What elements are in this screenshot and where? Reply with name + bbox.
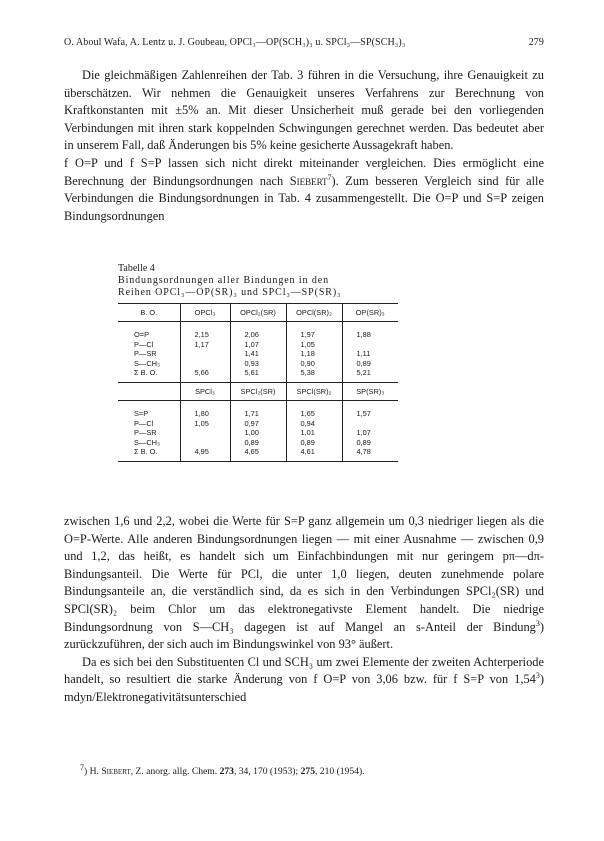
paragraph-discussion-text: zwischen 1,6 und 2,2, wobei die Werte für S=P ganz allgemein um 0,3 niedriger liegen als die O=P-Werte. Alle anderen Bindungsordnungen liegen — mit einer Ausnahme — zwischen 0,9 und 1,2, das heißt, es handelt sich um Einfachbindungen mit nur geringem pπ—dπ-Bindungsanteil. Die Werte für PCl, die unter 1,0 liegen, deuten zunehmende polare Bindungsanteile an, die verständlich sind, da es sich in den Verbindungen SPCl₂(SR) und SPCl(SR)₂ beim Chlor um das elektronegativste Element handelt. Die niedrige Bindungsordnung von S—CH₃ dagegen ist auf Mangel an s-Anteil der Bindung <box>64 514 544 634</box>
table-cell: 0,89 <box>342 359 398 369</box>
table-cell: 4,78 <box>342 447 398 457</box>
table-row <box>118 409 398 419</box>
paragraph-bond-orders-intro <box>64 155 544 225</box>
table-cell: 0,89 <box>342 438 398 448</box>
table-cell <box>180 428 230 438</box>
table-cell: 0,89 <box>230 438 286 448</box>
table-cell: 1,07 <box>342 428 398 438</box>
paragraph-substituents <box>64 654 544 707</box>
table-label: Tabelle 4 <box>118 263 155 274</box>
table-4 <box>118 263 398 462</box>
table-cell: 4,61 <box>286 447 342 457</box>
text-block-top <box>64 67 544 225</box>
table-cell: 1,07 <box>230 340 286 350</box>
table-cell: O=P <box>134 330 149 339</box>
table-header-cell: OP(SR)₃ <box>342 304 398 322</box>
footnote-text-a: , Z. anorg. allg. Chem. <box>130 766 218 777</box>
table-cell <box>180 359 230 369</box>
table-header-cell: SPCl(SR)₂ <box>286 382 342 400</box>
table-header-cell <box>118 382 180 400</box>
table-row <box>118 447 398 457</box>
table-cell <box>342 419 398 429</box>
table-cell: P—Cl <box>134 418 154 428</box>
table-header-cell: OPCl₂(SR) <box>230 304 286 322</box>
table-spacer <box>118 400 398 409</box>
table-cell: 0,89 <box>286 438 342 448</box>
table-spacer <box>118 322 398 331</box>
table-cell: 1,97 <box>286 330 342 340</box>
running-header-authors: O. Aboul Wafa, A. Lentz u. J. Goubeau, OPCl₃—OP(SCH₃)₃ u. SPCl₃—SP(SCH₃)₃ <box>64 37 406 48</box>
running-header <box>64 37 544 48</box>
table-cell: S=P <box>134 408 149 418</box>
footnote-volume-2: 275 <box>300 766 315 777</box>
table-row <box>118 438 398 448</box>
citation-author: Siebert <box>289 173 328 188</box>
paragraph-bond-orders-text-a: f O=P und f S=P lassen sich nicht direkt miteinander vergleichen. Dies ermöglicht eine Berechnung der Bindungsordnungen nach <box>64 155 544 188</box>
table-cell: 5,61 <box>230 368 286 378</box>
table-cell: 1,05 <box>286 340 342 350</box>
table-cell: 0,90 <box>286 359 342 369</box>
table-cell: 1,57 <box>342 409 398 419</box>
table-header-cell: SP(SR)₃ <box>342 382 398 400</box>
footnote-text-b: , 34, 170 (1953); <box>233 766 299 777</box>
table-cell: Σ B. O. <box>134 447 158 457</box>
table-cell: 1,65 <box>286 409 342 419</box>
footnote-ref: 3 <box>535 671 540 681</box>
table-cell: 5,66 <box>180 368 230 378</box>
table-cell: 4,95 <box>180 447 230 457</box>
table-row <box>118 419 398 429</box>
table-cell: 1,18 <box>286 349 342 359</box>
table-title-line-2: Reihen OPCl₃—OP(SR)₃ und SPCl₃—SP(SR)₃ <box>118 287 342 298</box>
table-title-line-1: Bindungsordnungen aller Bindungen in den <box>118 275 329 286</box>
table-cell: 1,80 <box>180 409 230 419</box>
table-cell: 1,88 <box>342 330 398 340</box>
table-cell: 5,38 <box>286 368 342 378</box>
table-cell: 2,06 <box>230 330 286 340</box>
table-cell: P—SR <box>134 428 157 438</box>
footnote-ref: 7 <box>327 172 332 182</box>
paragraph-discussion-end: ) zurückzuführen, der sich auch im Bindungswinkel von 93° äußert. <box>64 619 544 652</box>
text-block-bottom <box>64 513 544 707</box>
table-cell: 0,93 <box>230 359 286 369</box>
footnote-author: H. Siebert <box>89 766 131 777</box>
table-cell: S—CH₃ <box>134 358 161 368</box>
footnote-mark: 7 <box>80 762 84 772</box>
table-cell <box>342 340 398 350</box>
table-cell: 5,21 <box>342 368 398 378</box>
table-header-cell: SPCl₂(SR) <box>230 382 286 400</box>
table-header-row-spcl <box>118 382 398 400</box>
table-cell: 2,15 <box>180 330 230 340</box>
table-cell: 1,01 <box>286 428 342 438</box>
footnote-text-c: , 210 (1954). <box>314 766 365 777</box>
table-cell: 1,11 <box>342 349 398 359</box>
table-cell: P—Cl <box>134 339 154 349</box>
footnote-ref: 3 <box>535 618 540 628</box>
table-cell: 1,05 <box>180 419 230 429</box>
table-cell <box>180 349 230 359</box>
page-number: 279 <box>528 37 544 48</box>
table-cell: 1,41 <box>230 349 286 359</box>
table-cell: 4,65 <box>230 447 286 457</box>
table-cell: 1,71 <box>230 409 286 419</box>
table-row <box>118 368 398 378</box>
table-row <box>118 349 398 359</box>
footnote-volume-1: 273 <box>219 766 234 777</box>
table-header-cell: OPCl₃ <box>180 304 230 322</box>
paragraph-substituents-text-a: Da es sich bei den Substituenten Cl und SCH₃ um zwei Elemente der zweiten Achterperiode handelt, so resultiert die starke Änderung von f O=P von 3,06 bzw. für f S=P von 1,54 <box>64 654 544 687</box>
table-header-cell: B. O. <box>118 304 180 322</box>
table-cell <box>180 438 230 448</box>
table-cell: Σ B. O. <box>134 368 158 378</box>
paragraph-bond-orders-text-b: ). Zum besseren Vergleich sind für alle Verbindungen die Bindungsordnungen in Tab. 4 zusammengestellt. Die O=P und S=P zeigen Bindungsordnungen <box>64 173 544 223</box>
paragraph-bond-order-discussion <box>64 513 544 654</box>
table-row <box>118 340 398 350</box>
table-cell: 0,97 <box>230 419 286 429</box>
table-header-cell: OPCl(SR)₂ <box>286 304 342 322</box>
table-cell: P—SR <box>134 349 157 359</box>
table-row <box>118 330 398 340</box>
table-cell: S—CH₃ <box>134 437 161 447</box>
table-cell: 0,94 <box>286 419 342 429</box>
table-cell: 1,00 <box>230 428 286 438</box>
paragraph-accuracy: Die gleichmäßigen Zahlenreihen der Tab. 3 führen in die Versuchung, ihre Genauigkeit zu überschätzen. Wir nehmen die Genauigkeit unseres Verfahrens zur Berechnung von Kraftkonstanten mit ±5% an. Mit dieser Unsicherheit muß gerade bei den vorliegenden Verbindungen mit ihren stark koppelnden Schwingungen gerechnet werden. Das bedeutet aber in unserem Fall, daß Änderungen bis 5% keine gesicherte Aussagekraft haben. <box>64 68 544 153</box>
table-header-cell: SPCl₃ <box>180 382 230 400</box>
bond-order-table <box>118 303 398 462</box>
paragraph-substituents-text-b: ) mdyn/Elektronegativitätsunterschied <box>64 672 544 704</box>
table-header-row-opcl <box>118 304 398 322</box>
table-cell: 1,17 <box>180 340 230 350</box>
table-row <box>118 359 398 369</box>
footnote: $^7$) H. Siebert, Z. anorg. allg. Chem. 273, 34, 170 (1953); 275, 210 (1954). <box>80 762 365 777</box>
table-row <box>118 428 398 438</box>
table-spacer <box>118 457 398 462</box>
